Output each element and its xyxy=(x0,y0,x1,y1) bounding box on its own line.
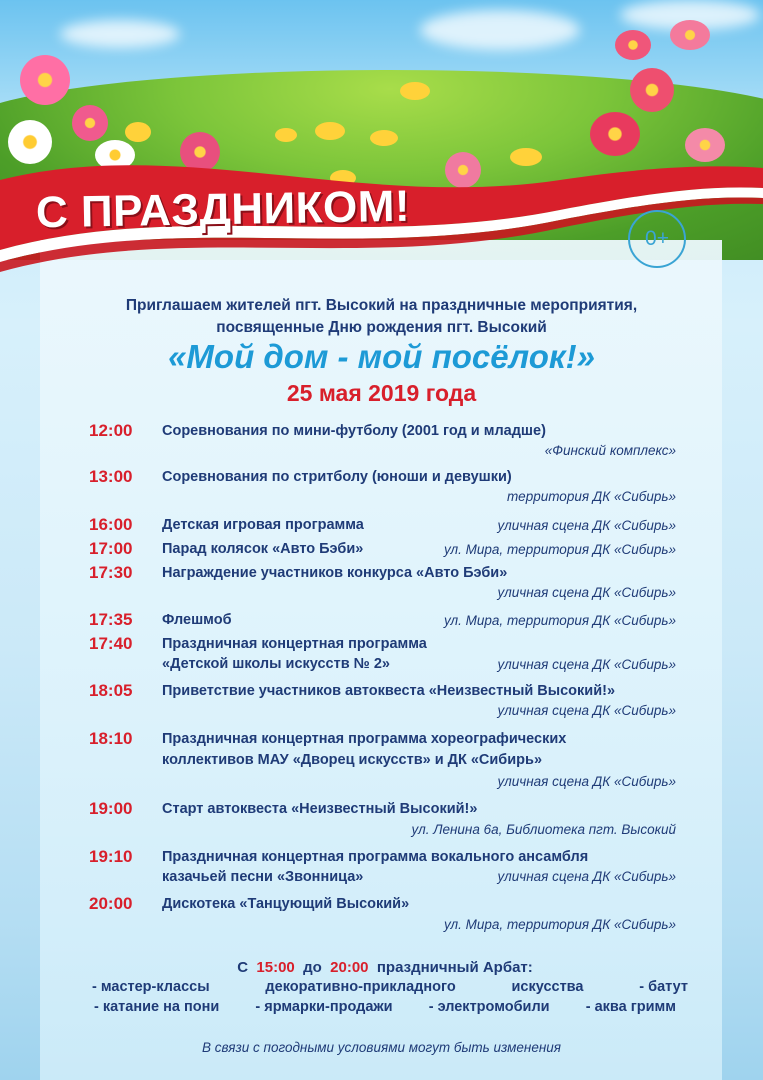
arbat-from-time: 15:00 xyxy=(256,959,295,976)
arbat-item: - аква гримм xyxy=(585,999,676,1015)
event-date: 25 мая 2019 года xyxy=(286,380,477,406)
schedule-place: уличная сцена ДК «Сибирь» xyxy=(497,518,676,533)
arbat-from-word: С xyxy=(237,959,249,976)
schedule-event: Награждение участников конкурса «Авто Бэби» xyxy=(162,565,508,581)
schedule-place: уличная сцена ДК «Сибирь» xyxy=(497,774,676,789)
schedule-event-line-2: казачьей песни «Звонница» xyxy=(162,869,364,885)
schedule-event: Дискотека «Танцующий Высокий» xyxy=(162,896,410,912)
arbat-to-word: до xyxy=(303,959,322,976)
arbat-item: декоративно-прикладного xyxy=(265,979,456,995)
intro-line-2: посвященные Дню рождения пгт. Высокий xyxy=(216,319,547,336)
flower-pink xyxy=(615,30,651,60)
schedule-event: Праздничная концертная программа вокального ансамбля xyxy=(162,849,589,865)
schedule-time: 13:00 xyxy=(89,467,133,486)
schedule-event-line-2: «Детской школы искусств № 2» xyxy=(162,656,390,672)
flower-yellow xyxy=(125,122,151,142)
flower-pink xyxy=(20,55,70,105)
schedule-place: ул. Ленина 6а, Библиотека пгт. Высокий xyxy=(411,822,676,837)
schedule-place: ул. Мира, территория ДК «Сибирь» xyxy=(443,613,676,628)
arbat-heading xyxy=(80,959,690,976)
arbat-item: - батут xyxy=(639,979,688,995)
schedule-event: Старт автоквеста «Неизвестный Высокий!» xyxy=(162,801,478,817)
schedule-event: Соревнования по мини-футболу (2001 год и младше) xyxy=(162,423,546,439)
schedule-place: уличная сцена ДК «Сибирь» xyxy=(497,869,676,884)
schedule-time: 18:05 xyxy=(89,681,133,700)
schedule-time: 17:35 xyxy=(89,610,133,629)
intro-line-1: Приглашаем жителей пгт. Высокий на праздничные мероприятия, xyxy=(125,297,638,314)
cloud xyxy=(420,10,580,50)
schedule-place: «Финский комплекс» xyxy=(544,443,676,458)
schedule-event: Флешмоб xyxy=(162,612,232,628)
schedule-place: ул. Мира, территория ДК «Сибирь» xyxy=(443,917,676,932)
weather-note: В связи с погодными условиями могут быть изменения xyxy=(202,1040,561,1055)
arbat-item: искусства xyxy=(511,979,584,995)
flower-pink xyxy=(670,20,710,50)
schedule-time: 16:00 xyxy=(89,515,133,534)
arbat-item: - электромобили xyxy=(428,999,550,1015)
age-rating-badge: 0+ xyxy=(628,210,686,268)
event-title: «Мой дом - мой посёлок!» xyxy=(168,338,595,375)
arbat-item: - катание на пони xyxy=(94,999,220,1015)
arbat-line-1 xyxy=(92,979,688,995)
arbat-label: праздничный Арбат: xyxy=(376,959,533,976)
schedule-time: 17:40 xyxy=(89,634,133,653)
schedule-time: 19:00 xyxy=(89,799,133,818)
schedule-time: 12:00 xyxy=(89,421,133,440)
schedule-event: Праздничная концертная программа xyxy=(162,636,427,652)
schedule-place: уличная сцена ДК «Сибирь» xyxy=(497,703,676,718)
schedule-event-line-2: коллективов МАУ «Дворец искусств» и ДК «Сибирь» xyxy=(162,752,543,768)
arbat-item: - мастер-классы xyxy=(92,979,210,995)
arbat-to-time: 20:00 xyxy=(330,959,369,976)
flower-pink xyxy=(72,105,108,141)
schedule-event: Приветствие участников автоквеста «Неизвестный Высокий!» xyxy=(162,683,616,699)
flower-yellow xyxy=(400,82,430,100)
schedule-event: Соревнования по стритболу (юноши и девушки) xyxy=(162,469,512,485)
schedule-place: ул. Мира, территория ДК «Сибирь» xyxy=(443,542,676,557)
banner-title: С ПРАЗДНИКОМ! xyxy=(35,181,411,238)
schedule-event: Праздничная концертная программа хореографических xyxy=(162,731,567,747)
schedule-event: Детская игровая программа xyxy=(162,517,364,533)
schedule-time: 17:00 xyxy=(89,539,133,558)
schedule-place: уличная сцена ДК «Сибирь» xyxy=(497,657,676,672)
schedule-place: уличная сцена ДК «Сибирь» xyxy=(497,585,676,600)
schedule-place: территория ДК «Сибирь» xyxy=(506,489,676,504)
cloud xyxy=(60,20,180,48)
schedule-time: 18:10 xyxy=(89,729,133,748)
schedule-time: 20:00 xyxy=(89,894,133,913)
arbat-line-2 xyxy=(94,999,676,1015)
schedule-event: Парад колясок «Авто Бэби» xyxy=(162,541,364,557)
schedule-time: 17:30 xyxy=(89,563,133,582)
flower-pink xyxy=(630,68,674,112)
schedule-time: 19:10 xyxy=(89,847,133,866)
arbat-item: - ярмарки-продажи xyxy=(255,999,393,1015)
flower-yellow xyxy=(315,122,345,140)
